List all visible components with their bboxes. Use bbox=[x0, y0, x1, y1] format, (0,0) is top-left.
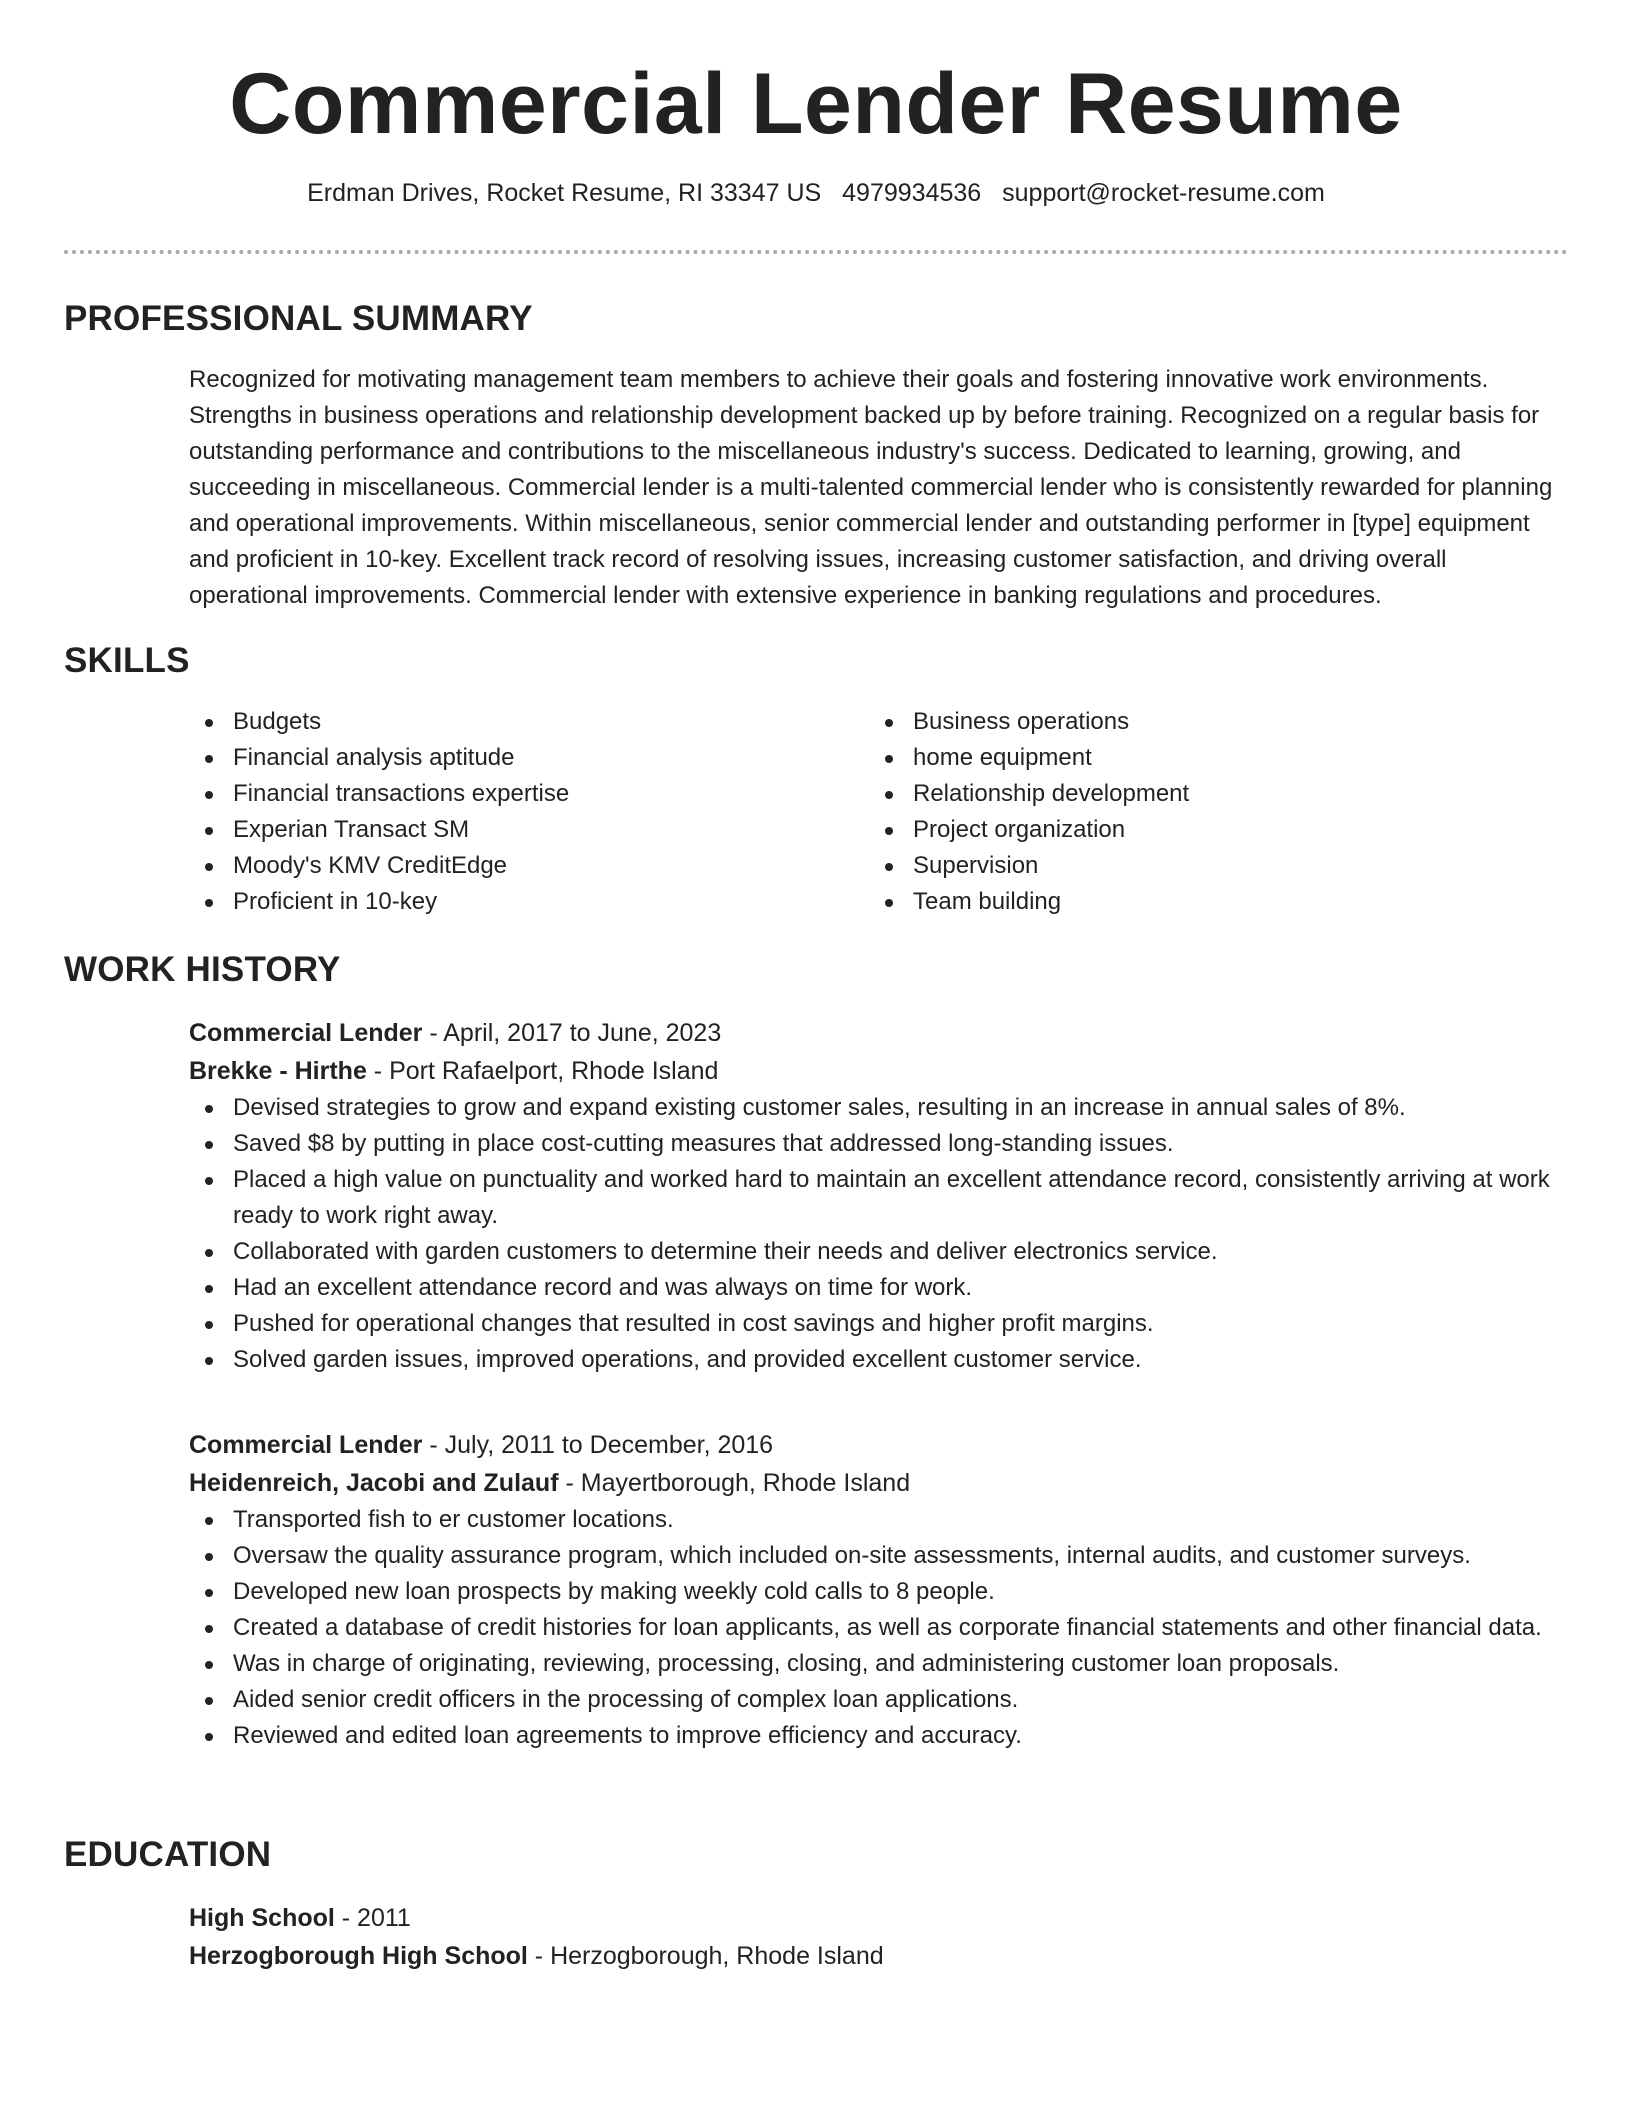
skills-left-list bbox=[189, 704, 869, 920]
job-location: - Port Rafaelport, Rhode Island bbox=[366, 1057, 719, 1085]
job-title-line bbox=[189, 1014, 1569, 1052]
header-divider bbox=[64, 250, 1568, 254]
summary-text: Recognized for motivating management team members to achieve their goals and fostering innovative work environments. Strengths in business operations and relationship development backed up by before training. Recognized on a regular basis for outstanding performance and contributions to the miscellaneous industry's success. Dedicated to learning, growing, and succeeding in miscellaneous. Commercial lender is a multi-talented commercial lender who is consistently rewarded for planning and operational improvements. Within miscellaneous, senior commercial lender and outstanding performer in [type] equipment and proficient in 10-key. Excellent track record of resolving issues, increasing customer satisfaction, and driving overall operational improvements. Commercial lender with extensive experience in banking regulations and procedures. bbox=[189, 366, 1553, 609]
education-heading: EDUCATION bbox=[64, 1835, 272, 1874]
skills-section bbox=[189, 704, 1569, 920]
job-company: Heidenreich, Jacobi and Zulauf bbox=[189, 1469, 559, 1497]
skill-item: Budgets bbox=[189, 704, 869, 740]
resume-header bbox=[0, 0, 1632, 208]
skills-right-list bbox=[869, 704, 1549, 920]
education-degree-line bbox=[189, 1899, 1569, 1937]
skill-item: Team building bbox=[869, 884, 1549, 920]
list-item: Aided senior credit officers in the processing of complex loan applications. bbox=[189, 1682, 1569, 1718]
education-entry bbox=[189, 1899, 1569, 1975]
list-item: Transported fish to er customer locations. bbox=[189, 1502, 1569, 1538]
job-company-line bbox=[189, 1464, 1569, 1502]
list-item: Developed new loan prospects by making weekly cold calls to 8 people. bbox=[189, 1574, 1569, 1610]
list-item: Solved garden issues, improved operations, and provided excellent customer service. bbox=[189, 1342, 1569, 1378]
contact-phone: 4979934536 bbox=[842, 179, 982, 207]
skill-item: Financial transactions expertise bbox=[189, 776, 869, 812]
list-item: Placed a high value on punctuality and worked hard to maintain an excellent attendance record, consistently arriving at work ready to work right away. bbox=[189, 1162, 1569, 1234]
job-dates: - April, 2017 to June, 2023 bbox=[422, 1019, 722, 1047]
education-year: - 2011 bbox=[334, 1904, 411, 1932]
skill-item: Business operations bbox=[869, 704, 1549, 740]
list-item: Oversaw the quality assurance program, which included on-site assessments, internal audits, and customer surveys. bbox=[189, 1538, 1569, 1574]
skill-item: Moody's KMV CreditEdge bbox=[189, 848, 869, 884]
work-heading: WORK HISTORY bbox=[64, 950, 341, 989]
skill-item: Relationship development bbox=[869, 776, 1549, 812]
skill-item: home equipment bbox=[869, 740, 1549, 776]
list-item: Created a database of credit histories for loan applicants, as well as corporate financial statements and other financial data. bbox=[189, 1610, 1569, 1646]
skill-item: Experian Transact SM bbox=[189, 812, 869, 848]
list-item: Devised strategies to grow and expand existing customer sales, resulting in an increase in annual sales of 8%. bbox=[189, 1090, 1569, 1126]
contact-address: Erdman Drives, Rocket Resume, RI 33347 US bbox=[307, 179, 822, 207]
job-dates: - July, 2011 to December, 2016 bbox=[422, 1431, 774, 1459]
list-item: Reviewed and edited loan agreements to improve efficiency and accuracy. bbox=[189, 1718, 1569, 1754]
contact-line bbox=[0, 178, 1632, 208]
job-role: Commercial Lender bbox=[189, 1019, 423, 1047]
contact-email: support@rocket-resume.com bbox=[1002, 179, 1325, 207]
list-item: Was in charge of originating, reviewing, processing, closing, and administering customer loan proposals. bbox=[189, 1646, 1569, 1682]
job-entry bbox=[189, 1426, 1569, 1754]
job-entry bbox=[189, 1014, 1569, 1378]
resume-title: Commercial Lender Resume bbox=[229, 56, 1403, 152]
education-school-line bbox=[189, 1937, 1569, 1975]
skill-item: Supervision bbox=[869, 848, 1549, 884]
summary-section bbox=[189, 362, 1569, 614]
skills-heading: SKILLS bbox=[64, 641, 190, 680]
skill-item: Proficient in 10-key bbox=[189, 884, 869, 920]
list-item: Collaborated with garden customers to determine their needs and deliver electronics service. bbox=[189, 1234, 1569, 1270]
skill-item: Financial analysis aptitude bbox=[189, 740, 869, 776]
job-bullets bbox=[189, 1090, 1569, 1378]
job-location: - Mayertborough, Rhode Island bbox=[558, 1469, 911, 1497]
list-item: Had an excellent attendance record and was always on time for work. bbox=[189, 1270, 1569, 1306]
job-title-line bbox=[189, 1426, 1569, 1464]
skill-item: Project organization bbox=[869, 812, 1549, 848]
list-item: Saved $8 by putting in place cost-cutting measures that addressed long-standing issues. bbox=[189, 1126, 1569, 1162]
job-role: Commercial Lender bbox=[189, 1431, 423, 1459]
education-location: - Herzogborough, Rhode Island bbox=[527, 1942, 884, 1970]
job-company: Brekke - Hirthe bbox=[189, 1057, 367, 1085]
education-school: Herzogborough High School bbox=[189, 1942, 528, 1970]
summary-heading: PROFESSIONAL SUMMARY bbox=[64, 299, 533, 338]
education-degree: High School bbox=[189, 1904, 335, 1932]
job-company-line bbox=[189, 1052, 1569, 1090]
job-bullets bbox=[189, 1502, 1569, 1754]
list-item: Pushed for operational changes that resulted in cost savings and higher profit margins. bbox=[189, 1306, 1569, 1342]
